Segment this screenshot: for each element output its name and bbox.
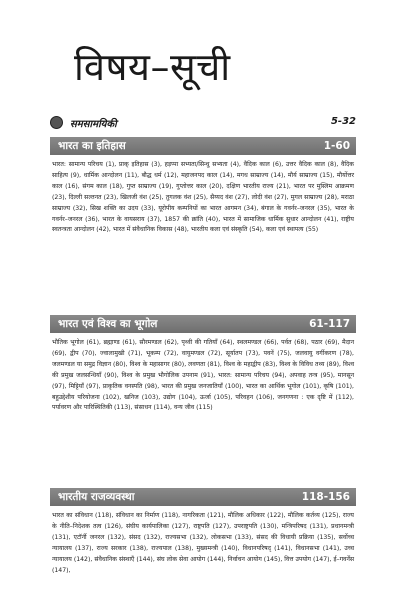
section-polity-header[interactable]: [50, 488, 356, 506]
section-history-body: भारत: सामान्य परिचय (1), प्राक् इतिहास (3), हड़प्पा सभ्यता/सिन्धु सभ्यता (4), वैदिक काल (6), उत्तर वैदिक काल (8), वैदिक साहित्य (9), धार्मिक आन्दोलन (11), बौद्ध धर्म (12), महाजनपद काल (14), मगध साम्राज्य (14), मौर्य साम्राज्य (15), मौर्योत्तर काल (16), संगम काल (18), गुप्त साम्राज्य (19), गुप्तोत्तर काल (20), दक्षिण भारतीय राज्य (21), भारत पर मुस्लिम आक्रमण (23), दिल्ली सल्तनत (23), खिलजी वंश (25), तुगलक वंश (25), सैय्यद वंश (27), लोदी वंश (27), मुगल साम्राज्य (28), मराठा साम्राज्य (32), सिख शक्ति का उदय (33), यूरोपीय कम्पनियों का भारत आगमन (34), बंगाल के गवर्नर–जनरल (35), भारत के गवर्नर–जनरल (36), भारत के वायसराय (37), 1857 की क्रांति (40), भारत में सामाजिक धार्मिक सुधार आन्दोलन (41), राष्ट्रीय स्वतन्त्रता आन्दोलन (42), भारत में संवैधानिक विकास (48), भारतीय कला एवं संस्कृति (54), कला एवं स्थापत्य (55): [52, 161, 354, 234]
section-geography: [50, 315, 356, 414]
section-current-affairs[interactable]: [50, 112, 356, 132]
section-history: [50, 137, 356, 236]
section-current-affairs-pages: 5-32: [330, 116, 356, 127]
section-geography-header[interactable]: [50, 315, 356, 333]
section-history-header[interactable]: [50, 137, 356, 155]
section-polity: [50, 488, 356, 576]
section-geography-heading: भारत एवं विश्व का भूगोल: [58, 318, 158, 330]
section-current-affairs-label: समसामयिकी: [70, 119, 117, 130]
bullet-icon: [50, 116, 63, 129]
section-polity-pages: 118-156: [301, 491, 350, 503]
section-geography-body: भौतिक भूगोल (61), ब्रह्माण्ड (61), सौरमण्डल (62), पृथ्वी की गतियाँ (64), स्थलमण्डल (66), पर्वत (68), पठार (69), मैदान (69), द्वीप (70), ज्वालामुखी (71), भूकम्प (72), वायुमण्डल (72), सूर्यातप (73), पवनें (75), जलवायु वर्गीकरण (78), जलमण्डल या समुद्र विज्ञान (80), विश्व के महासागर (80), लवणता (81), विश्व के महाद्वीप (83), विश्व के विविध तथ्य (89), विश्व की प्रमुख जलसन्धियाँ (90), विश्व के प्रमुख भौगोलिक उपनाम (91), भारत: सामान्य परिचय (94), अपवाह तन्त्र (95), मानसून (97), मिट्टियाँ (97), प्राकृतिक वनस्पति (98), भारत की प्रमुख जनजातियाँ (100), भारत का आर्थिक भूगोल (101), कृषि (101), बहुउद्देशीय परियोजना (102), खनिज (103), उद्योग (104), ऊर्जा (105), परिवहन (106), जनगणना : एक दृष्टि में (112), पर्यावरण और पारिस्थितिकी (113), संसाधन (114), वन्य जीव (115): [52, 339, 354, 412]
section-polity-heading: भारतीय राजव्यवस्था: [58, 491, 135, 503]
page-title: विषय–सूची: [74, 45, 231, 89]
section-geography-pages: 61-117: [309, 318, 350, 330]
section-history-pages: 1-60: [323, 140, 350, 152]
section-history-heading: भारत का इतिहास: [58, 140, 126, 152]
section-polity-body: भारत का संविधान (118), संविधान का निर्माण (118), नागरिकता (121), मौलिक अधिकार (122), मौलिक कर्तव्य (125), राज्य के नीति–निदेशक तत्व (126), संघीय कार्यपालिका (127), राष्ट्रपति (127), उपराष्ट्रपति (130), मन्त्रिपरिषद (131), प्रधानमन्त्री (131), एटॉर्नी जनरल (132), संसद (132), राज्यसभा (132), लोकसभा (133), संसद की विधायी प्रक्रिया (135), सर्वोच्च न्यायालय (137), राज्य सरकार (138), राज्यपाल (138), मुख्यमन्त्री (140), विधानपरिषद् (141), विधानसभा (141), उच्च न्यायालय (142), संवैधानिक संस्थाएँ (144), संघ लोक सेवा आयोग (144), निर्वाचन आयोग (145), वित्त उपयोग (147), ई–गवर्नेंस (147),: [52, 512, 354, 574]
